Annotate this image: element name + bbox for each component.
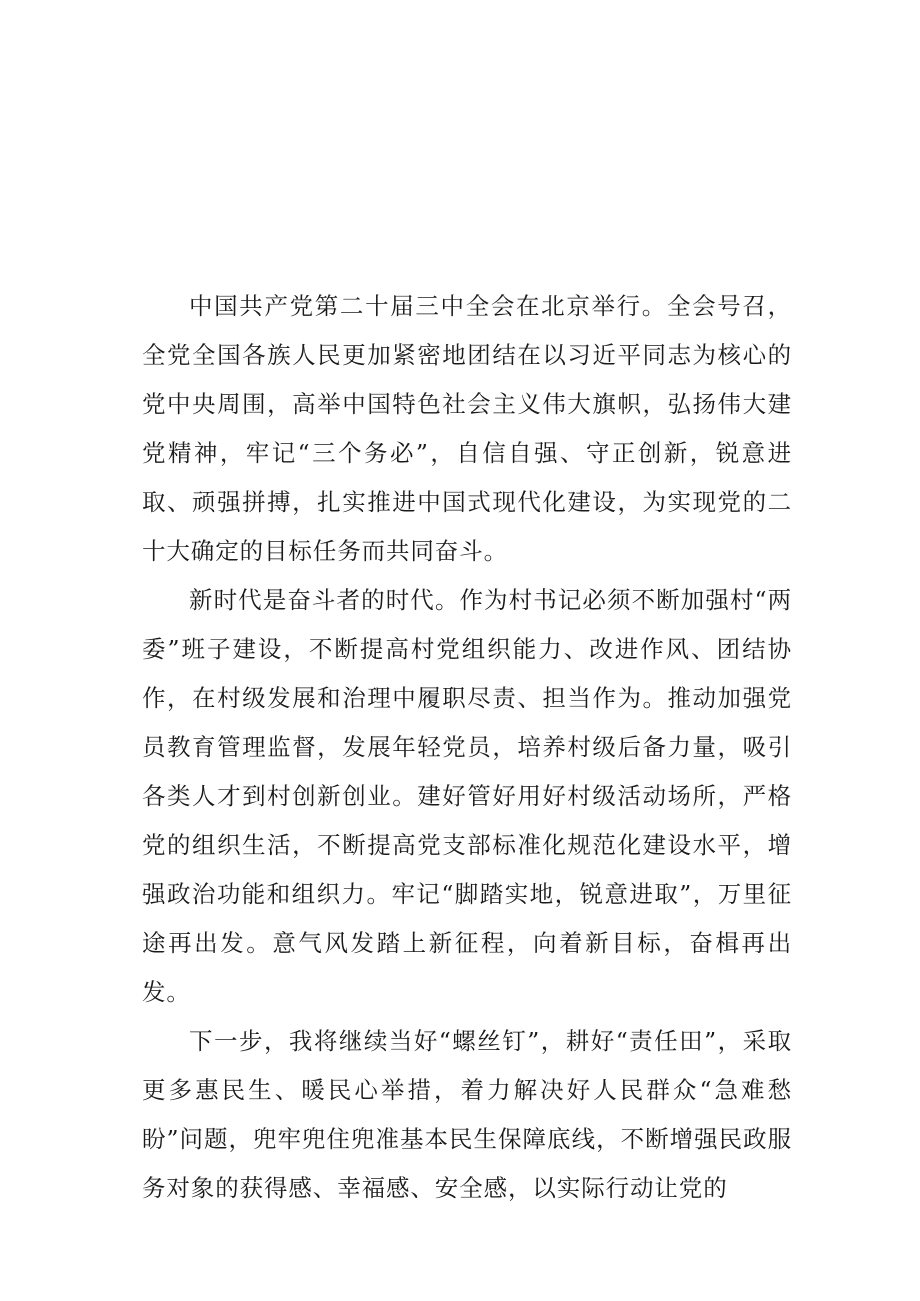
document-body <box>142 282 792 1213</box>
paragraph-next-step: 下一步，我将继续当好“螺丝钉”，耕好“责任田”，采取更多惠民生、暖民心举措，着力解决好人民群众“急难愁盼”问题，兜牢兜住兜准基本民生保障底线，不断增强民政服务对象的获得感、幸福感、安全感，以实际行动让党的 <box>142 1027 792 1202</box>
paragraph-new-era: 新时代是奋斗者的时代。作为村书记必须不断加强村“两委”班子建设，不断提高村党组织能力、改进作风、团结协作，在村级发展和治理中履职尽责、担当作为。推动加强党员教育管理监督，发展年轻党员，培养村级后备力量，吸引各类人才到村创新创业。建好管好用好村级活动场所，严格党的组织生活，不断提高党支部标准化规范化建设水平，增强政治功能和组织力。牢记“脚踏实地，锐意进取”，万里征途再出发。意气风发踏上新征程，向着新目标，奋楫再出发。 <box>142 586 792 1006</box>
paragraph-plenum: 中国共产党第二十届三中全会在北京举行。全会号召，全党全国各族人民更加紧密地团结在以习近平同志为核心的党中央周围，高举中国特色社会主义伟大旗帜，弘扬伟大建党精神，牢记“三个务必”，自信自强、守正创新，锐意进取、顽强拼搏，扎实推进中国式现代化建设，为实现党的二十大确定的目标任务而共同奋斗。 <box>142 292 792 565</box>
